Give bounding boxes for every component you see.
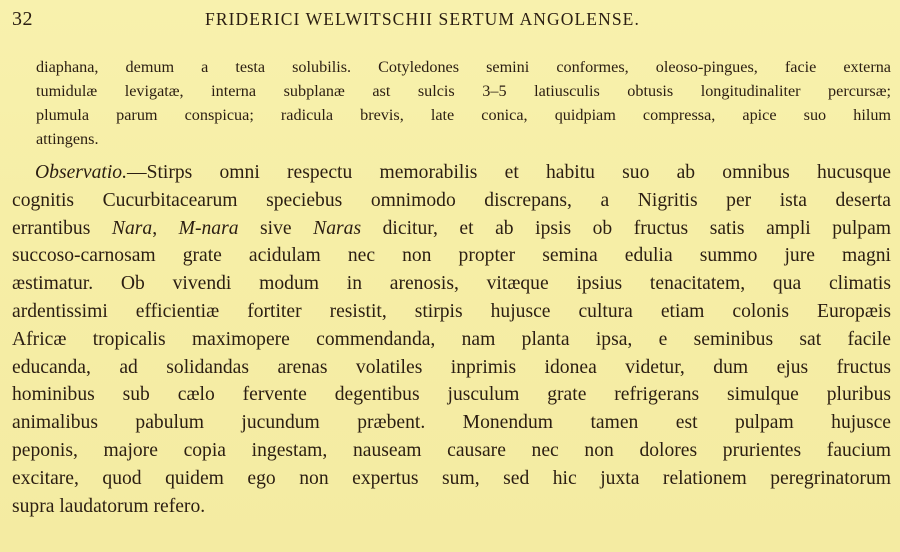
seed-description-paragraph	[36, 55, 891, 151]
observatio-line	[12, 159, 891, 187]
description-line: plumula parum conspicua; radicula brevis, late conica, quidpiam compressa, apice suo hilum	[36, 106, 891, 124]
observatio-line: succoso-carnosam grate acidulam nec non propter semina edulia summo jure magni	[12, 245, 891, 267]
description-line: tumidulæ levigatæ, interna subplanæ ast sulcis 3–5 latiusculis obtusis longitudinaliter percursæ;	[36, 82, 891, 100]
observatio-line: animalibus pabulum jucundum præbent. Monendum tamen est pulpam hujusce	[12, 412, 891, 434]
line-text: sive	[238, 217, 314, 239]
observatio-line: peponis, majore copia ingestam, nauseam causare nec non dolores prurientes faucium	[12, 439, 891, 461]
vernacular-name: Nara	[111, 217, 153, 239]
observatio-line	[12, 215, 891, 243]
observatio-heading: Observatio.	[35, 162, 127, 183]
observatio-line: æstimatur. Ob vivendi modum in arenosis, vitæque ipsius tenacitatem, qua climatis	[12, 273, 891, 295]
line-text: dicitur, et ab ipsis ob fructus satis ampli pulpam	[361, 217, 892, 239]
observatio-line: educanda, ad solidandas arenas volatiles inprimis idonea videtur, dum ejus fructus	[12, 356, 891, 378]
observatio-line: Africæ tropicalis maximopere commendanda, nam planta ipsa, e seminibus sat facile	[12, 328, 891, 350]
running-head: FRIDERICI WELWITSCHII SERTUM ANGOLENSE.	[205, 9, 640, 29]
vernacular-name: Naras	[313, 217, 362, 239]
description-line: attingens.	[36, 130, 99, 148]
observatio-line-text: —Stirps omni respectu memorabilis et habitu suo ab omnibus hucusque	[126, 162, 891, 183]
observatio-line: hominibus sub cælo fervente degentibus jusculum grate refrigerans simulque pluribus	[12, 384, 891, 406]
page-header	[0, 4, 900, 34]
observatio-line: ardentissimi efficientiæ fortiter resistit, stirpis hujusce cultura etiam colonis Europæis	[12, 300, 891, 322]
line-text: errantibus	[12, 217, 112, 239]
line-text: ,	[152, 217, 179, 239]
observatio-paragraph	[12, 159, 891, 520]
observatio-line: excitare, quod quidem ego non expertus sum, sed hic juxta relationem peregrinatorum	[12, 467, 891, 489]
observatio-line: supra laudatorum refero.	[12, 495, 206, 517]
description-line: diaphana, demum a testa solubilis. Cotyledones semini conformes, oleoso-pingues, facie externa	[36, 58, 891, 76]
page-number: 32	[12, 8, 33, 30]
observatio-line: cognitis Cucurbitacearum speciebus omnimodo discrepans, a Nigritis per ista deserta	[12, 189, 891, 211]
vernacular-name: M-nara	[178, 217, 239, 239]
